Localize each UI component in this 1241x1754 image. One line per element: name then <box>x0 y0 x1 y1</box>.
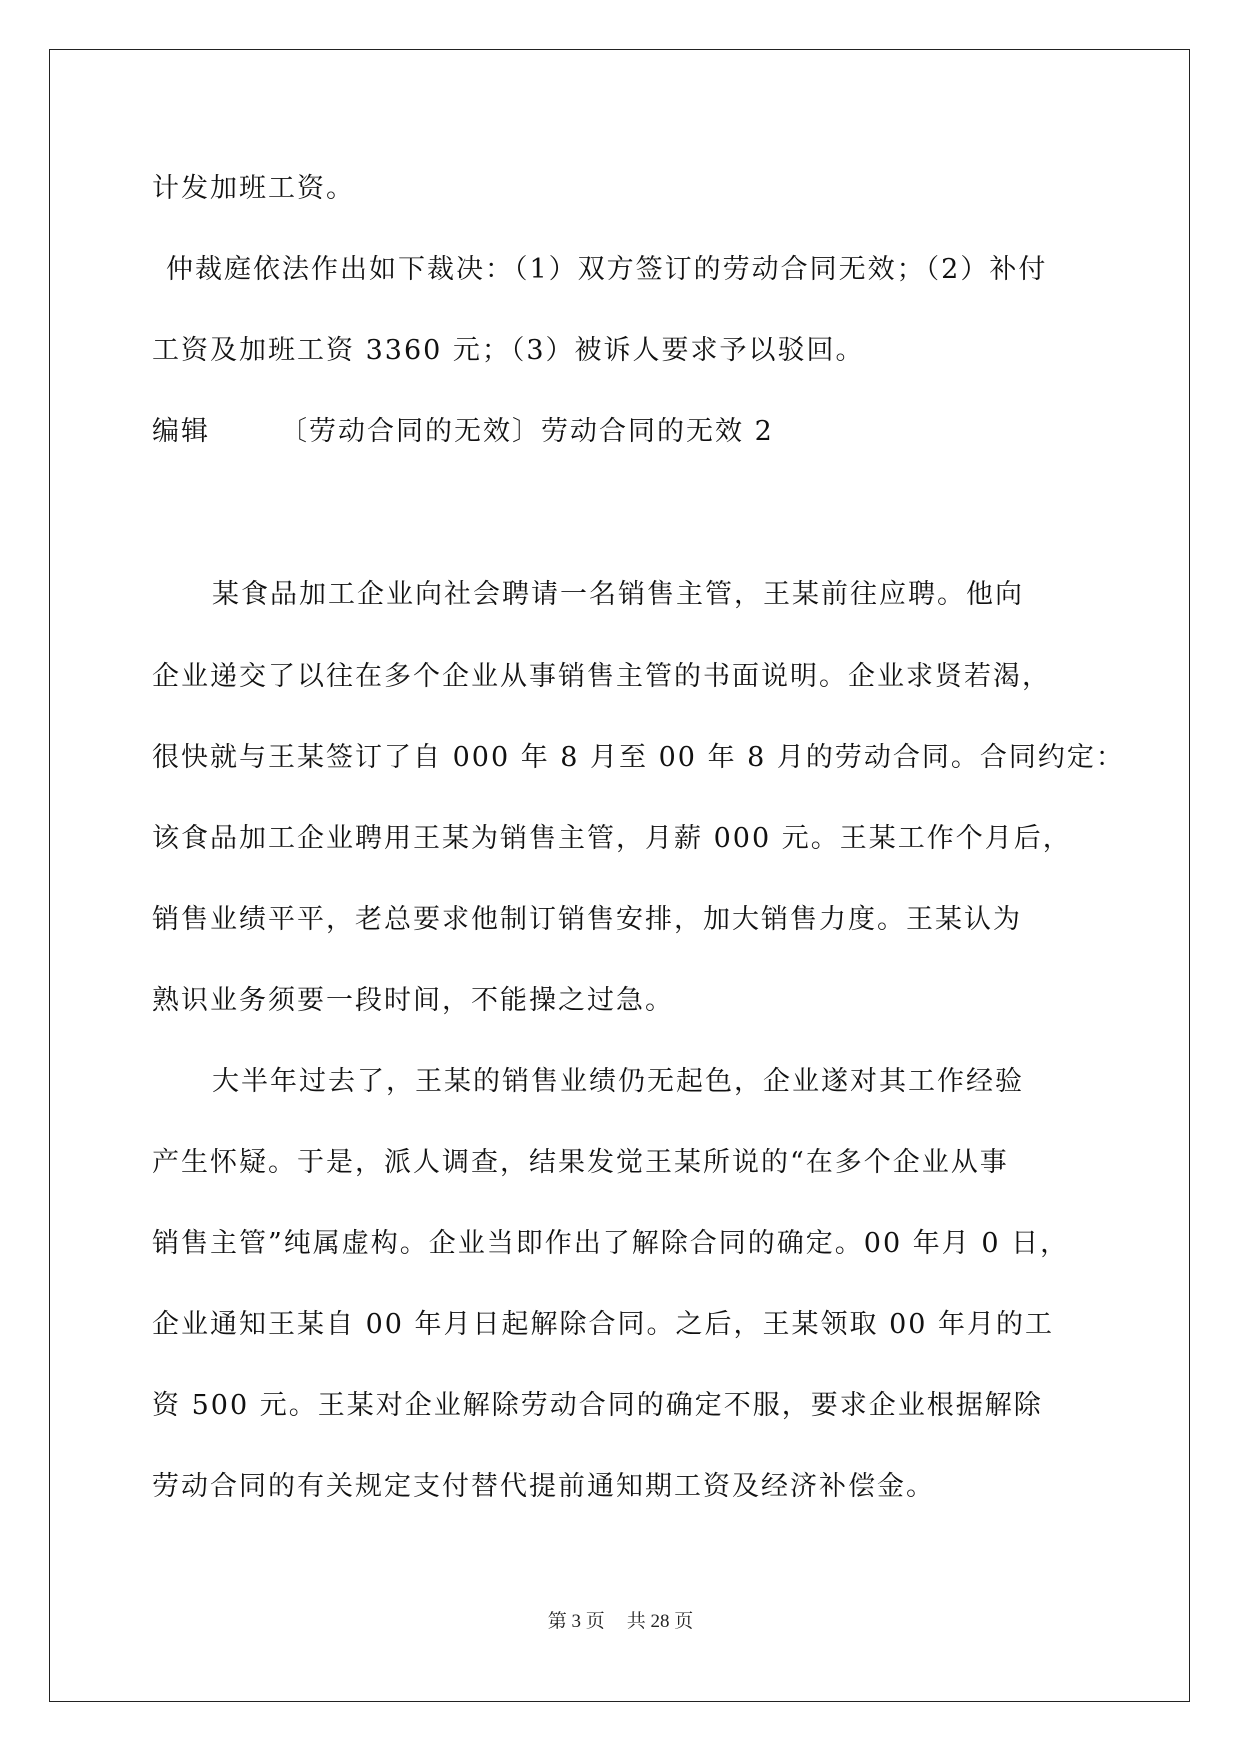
text-line: 仲裁庭依法作出如下裁决：（1）双方签订的劳动合同无效；（2）补付 <box>166 254 1048 285</box>
section-title: 〔劳动合同的无效〕劳动合同的无效 2 <box>280 416 774 447</box>
paragraph-line: 销售主管”纯属虚构。企业当即作出了解除合同的确定。00 年月 0 日， <box>152 1228 1070 1259</box>
page-border <box>49 49 1190 1702</box>
current-page-number: 第 3 页 <box>547 1611 605 1632</box>
paragraph-line: 某食品加工企业向社会聘请一名销售主管，王某前往应聘。他向 <box>212 579 1024 610</box>
paragraph-line: 企业递交了以往在多个企业从事销售主管的书面说明。企业求贤若渴， <box>152 661 1051 692</box>
paragraph-line: 企业通知王某自 00 年月日起解除合同。之后，王某领取 00 年月的工 <box>152 1309 1055 1340</box>
paragraph-line: 资 500 元。王某对企业解除劳动合同的确定不服，要求企业根据解除 <box>152 1390 1043 1421</box>
section-heading-row <box>152 414 774 450</box>
paragraph-line: 产生怀疑。于是，派人调查，结果发觉王某所说的“在多个企业从事 <box>152 1147 1009 1178</box>
paragraph-line: 销售业绩平平，老总要求他制订销售安排，加大销售力度。王某认为 <box>152 904 1022 935</box>
text-line: 计发加班工资。 <box>152 173 355 204</box>
page-footer <box>0 1610 1241 1634</box>
edit-link[interactable]: 编辑 <box>152 416 210 447</box>
paragraph-line: 很快就与王某签订了自 000 年 8 月至 00 年 8 月的劳动合同。合同约定： <box>152 742 1125 773</box>
total-page-count: 共 28 页 <box>626 1611 694 1632</box>
paragraph-line: 熟识业务须要一段时间，不能操之过急。 <box>152 985 674 1016</box>
paragraph-line: 该食品加工企业聘用王某为销售主管，月薪 000 元。王某工作个月后， <box>152 823 1072 854</box>
text-line: 工资及加班工资 3360 元；（3）被诉人要求予以驳回。 <box>152 335 865 366</box>
paragraph-line: 大半年过去了，王某的销售业绩仍无起色，企业遂对其工作经验 <box>212 1066 1024 1097</box>
paragraph-line: 劳动合同的有关规定支付替代提前通知期工资及经济补偿金。 <box>152 1471 935 1502</box>
